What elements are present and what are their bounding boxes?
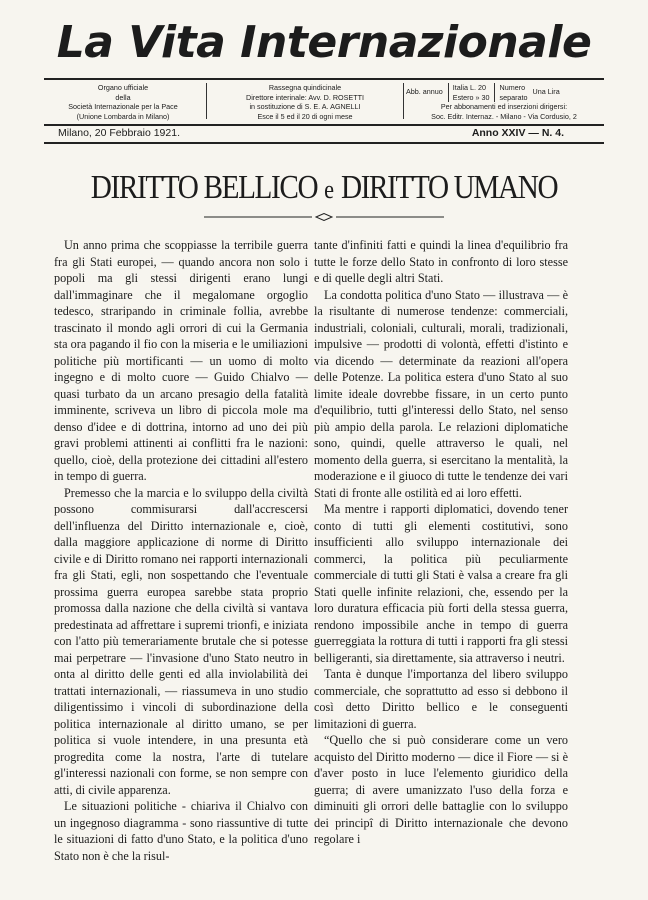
- info-band: [44, 78, 604, 126]
- article-paragraph: La condotta politica d'uno Stato — illustrava — è la risultante di numerose tendenze: commerciali, industriali, coloniali, culturali, morali, tradizionali, impulsive — prodotti di volontà, effetti d'istinto e via dicendo — determinate da reazioni all'opera delle Potenze. La politica estera d'uno Stato al suo limite ideale dovrebbe fissare, in un certo punto d'equilibrio, tutti gl'interessi dello Stato, nel senso più ampio della parola. Le relazioni diplomatiche sono, quindi, quelle attraverso le quali, nel momento della guerra, si esercitano la mentalità, la moderazione e il giuoco di tutte le tendenze dei vari Stati di fronte alle ostilità ed ai loro effetti.: [314, 287, 568, 500]
- masthead-title: La Vita Internazionale: [56, 17, 592, 68]
- info-editorial: [206, 83, 404, 119]
- article-column-right: [314, 237, 568, 882]
- info-subscriptions: [406, 83, 602, 121]
- dateline: [44, 124, 604, 144]
- single-issue-label: Numero: [499, 83, 526, 92]
- subscription-label: Abb. annuo: [406, 87, 443, 96]
- info-editorial-line: Esce il 5 ed il 20 di ogni mese: [257, 111, 353, 121]
- article-title-conjunction: e: [324, 175, 335, 204]
- info-contact-line: Soc. Editr. Internaz. - Milano - Via Cordusio, 2: [431, 111, 577, 121]
- info-publisher-line: Organo ufficiale: [97, 83, 149, 92]
- article-title-part: DIRITTO BELLICO: [90, 169, 318, 206]
- article-paragraph: “Quello che si può considerare come un vero acquisto del Diritto moderno — dice il Fiore — si è d'aver posto in luce l'elemento giuridico della guerra; di avere umanizzato l'uso della forza e diminuiti gli orrori delle battaglie con lo sviluppo dei principî di Diritto internazionale che devono regolare i: [314, 733, 568, 846]
- subscription-rates: [448, 83, 495, 102]
- issue-number: Anno XXIV — N. 4.: [471, 127, 564, 139]
- article-title-part: DIRITTO UMANO: [340, 169, 558, 206]
- article-paragraph: Le situazioni politiche - chiariva il Chialvo con un ingegnoso diagramma - sono riassuntive di tutte le situazioni di fatto d'uno Stato, e la politica d'uno Stato non è che la risul-: [54, 799, 308, 863]
- article-paragraph: Premesso che la marcia e lo sviluppo della civiltà possono commisurarsi dall'accrescersi dell'influenza del Diritto internazionale e, cioè, dalla maggiore applicazione di norme di Diritto civile e di Diritto romano nei rapporti internazionali fra gli Stati, egli, non sospettando che l'eventuale prossima guerra europea sarebbe stata proprio promossa dalla nazione che della civiltà si vantava predestinata ad affrettare i supremi trionfi, e iniziata con l'atto più temerariamente brutale che si potesse mai perpetrare — l'invasione d'uno Stato neutro in onta al diritto delle genti ed alla inviolabilità dei trattati internazionali, — riassumeva in uno studio diligentissimo i vincoli di subordinazione della politica internazionale al diritto umano, se per politica si vuole intendere, in una presunta età progredita come la nostra, l'arte di tutelare gl'interessi nazionali con forme, se non sempre con atti, di civile apparenza.: [54, 485, 308, 797]
- info-editorial-line: in sostituzione di S. E. A. AGNELLI: [249, 102, 361, 111]
- info-editorial-line: Rassegna quindicinale: [268, 83, 342, 92]
- info-publisher-line: Società Internazionale per la Pace: [68, 102, 178, 111]
- single-issue-label: separato: [499, 92, 528, 102]
- article-paragraph: tante d'infiniti fatti e quindi la linea d'equilibrio fra tutte le forze dello Stato in confronto di loro stesse e di quelle degli altri Stati.: [314, 238, 568, 285]
- single-issue-price: Una Lira: [532, 87, 560, 96]
- single-issue: [500, 83, 528, 102]
- title-ornament-divider: [204, 213, 444, 221]
- info-editorial-line: Direttore interinale: Avv. D. ROSETTI: [246, 92, 364, 102]
- article-paragraph: Ma mentre i rapporti diplomatici, dovendo tener conto di tutti gli elementi costitutivi, sono insufficienti allo sviluppo internazionale dei commerci, la politica più peculiarmente commerciale di tutti gli Stati è valsa a creare fra gli Stati quelle infinite relazioni, che, essendo per la loro duratura efficacia più forti della stessa guerra, rendono impossibile anche in tempo di guerra guerreggiata la rottura di tutti i rapporti fra gli stessi belligeranti, sia direttamente, sia attraverso i neutri.: [314, 502, 568, 665]
- info-publisher-line: (Unione Lombarda in Milano): [76, 111, 170, 121]
- article-paragraph: Un anno prima che scoppiasse la terribile guerra fra gli Stati europei, — quando ancora non solo i popoli ma gli stessi dirigenti erano lungi dall'immaginare che il megalomane orgoglio tedesco, straripando in criminale follia, avrebbe trascinato il mondo agli orrori di cui la Germania sta ora pagando il fio con la miseria e le umiliazioni politiche più mortificanti — un uomo di molto ingegno e di molto cuore — Guido Chialvo — quasi turbato da un arcano presagio della fatalità imminente, scriveva un libro di piccola mole ma denso d'idee e di dottrina, intorno ad uno dei più gravi problemi attinenti ai conflitti fra le nazioni: quello, cioè, della protezione dei cittadini all'estero in tempo di guerra.: [54, 238, 308, 483]
- rate-estero: Estero » 30: [452, 92, 490, 102]
- info-publisher-line: della: [115, 92, 131, 102]
- info-contact-line: Per abbonamenti ed inserzioni dirigersi:: [440, 102, 568, 111]
- article-paragraph: Tanta è dunque l'importanza del libero sviluppo commerciale, che soprattutto ad esso si debbono il così detto Diritto bellico e le conseguenti limitazioni di guerra.: [314, 667, 568, 731]
- article-title: [63, 168, 586, 210]
- subscription-prices: [406, 83, 602, 102]
- info-publisher: [48, 83, 198, 121]
- issue-date: Milano, 20 Febbraio 1921.: [58, 127, 180, 139]
- article-column-left: [54, 237, 308, 882]
- rate-italia: Italia L. 20: [452, 83, 486, 92]
